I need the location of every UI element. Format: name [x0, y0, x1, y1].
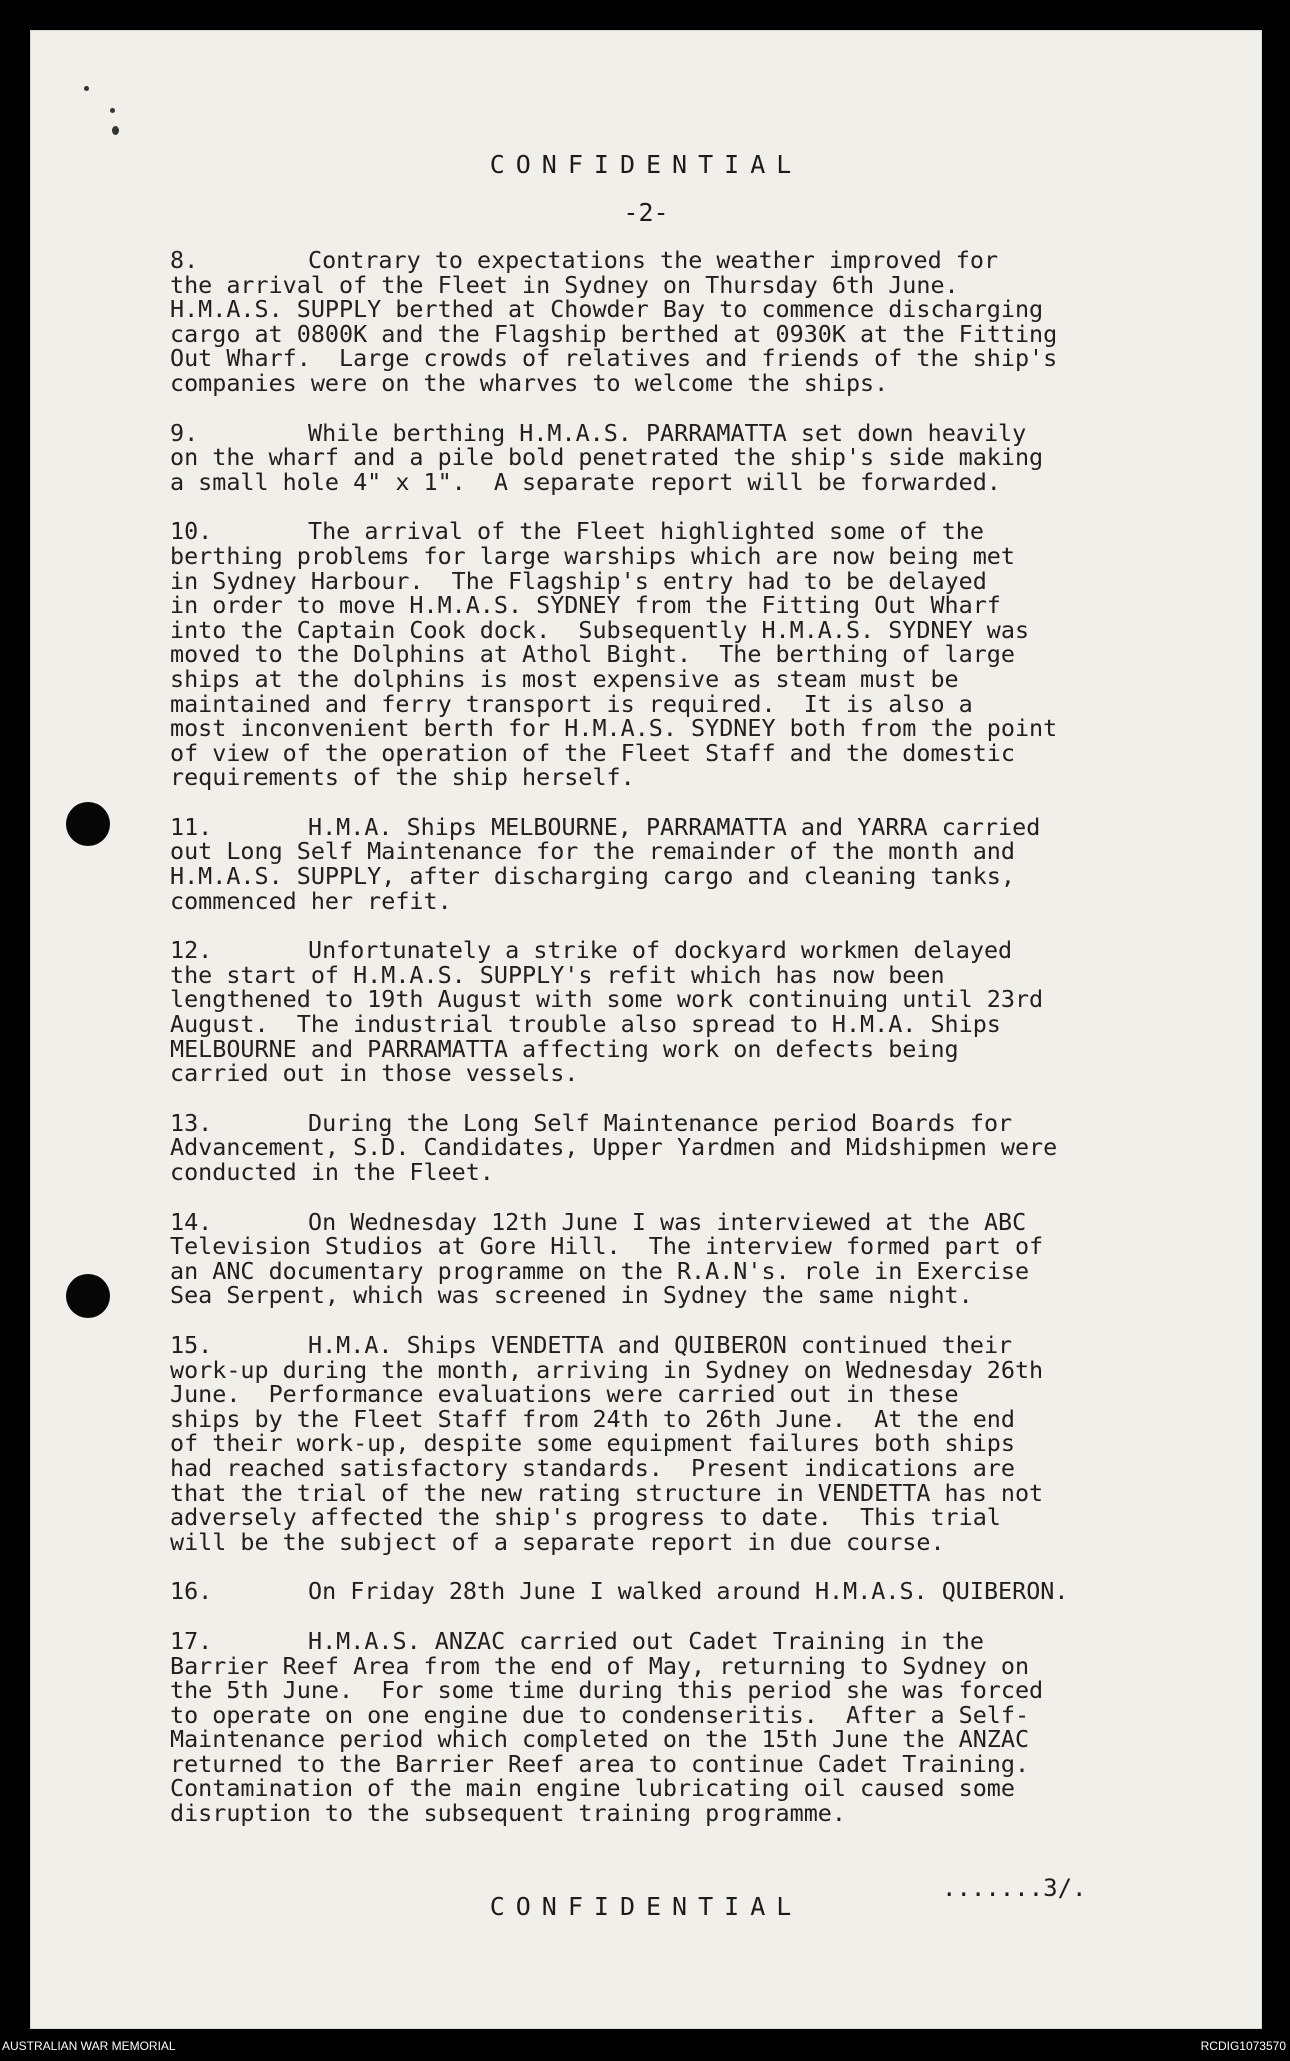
paragraph-line — [170, 1108, 1180, 1137]
paragraph-number: 8. — [170, 246, 199, 274]
paper-speck — [84, 86, 89, 91]
paragraph-number: 15. — [170, 1330, 213, 1359]
paragraph — [170, 248, 1180, 396]
paragraph-line: ships at the dolphins is most expensive as steam must be — [170, 664, 959, 693]
paragraph-number: 17. — [170, 1626, 213, 1655]
document-page — [30, 30, 1262, 2029]
paragraph-line: Contamination of the main engine lubricating oil caused some — [170, 1774, 1015, 1803]
paragraph-line: Maintenance period which completed on the 15th June the ANZAC — [170, 1725, 1030, 1754]
paragraph-line: to operate on one engine due to condenseritis. After a Self- — [170, 1700, 1030, 1729]
paragraph-line — [170, 1330, 1180, 1359]
paragraph-line — [170, 418, 1180, 447]
paragraph-line: lengthened to 19th August with some work continuing until 23rd — [170, 985, 1044, 1014]
punch-hole-lower — [66, 1274, 110, 1318]
paragraph-text: H.M.A. Ships VENDETTA and QUIBERON continued their — [308, 1330, 1013, 1359]
paragraph-text: Contrary to expectations the weather improved for — [308, 246, 999, 274]
paragraph-line: a small hole 4" x 1". A separate report will be forwarded. — [170, 467, 1001, 496]
continuation-marker: .......3/. — [942, 1874, 1087, 1902]
punch-hole-upper — [66, 802, 110, 846]
archive-credit: AUSTRALIAN WAR MEMORIAL — [2, 2039, 176, 2053]
document-body — [170, 248, 1180, 1851]
paragraph-line — [170, 812, 1180, 841]
paper-speck — [110, 108, 115, 113]
paragraph-text: The arrival of the Fleet highlighted some of the — [308, 517, 984, 546]
paragraph-line: returned to the Barrier Reef area to continue Cadet Training. — [170, 1749, 1030, 1778]
paragraph-text: On Friday 28th June I walked around H.M.A.S. QUIBERON. — [308, 1577, 1069, 1606]
paragraph-line: the 5th June. For some time during this period she was forced — [170, 1676, 1044, 1705]
paragraph-line: in order to move H.M.A.S. SYDNEY from the Fitting Out Wharf — [170, 591, 1001, 620]
paragraph-number: 11. — [170, 812, 213, 841]
paragraph-line: Sea Serpent, which was screened in Sydney the same night. — [170, 1281, 973, 1310]
paragraph-line: adversely affected the ship's progress to date. This trial — [170, 1503, 1001, 1532]
paragraph-line: ships by the Fleet Staff from 24th to 26th June. At the end — [170, 1404, 1015, 1433]
paragraph-line: H.M.A.S. SUPPLY, after discharging cargo and cleaning tanks, — [170, 862, 1015, 891]
paragraph-text: While berthing H.M.A.S. PARRAMATTA set down heavily — [308, 418, 1027, 447]
paragraph-number: 10. — [170, 517, 213, 546]
paragraph-line — [170, 938, 1180, 963]
paragraph-line: Advancement, S.D. Candidates, Upper Yardmen and Midshipmen were — [170, 1133, 1058, 1162]
paragraph-line: that the trial of the new rating structure in VENDETTA has not — [170, 1478, 1044, 1507]
paragraph-line: in Sydney Harbour. The Flagship's entry had to be delayed — [170, 566, 987, 595]
paragraph-number: 13. — [170, 1108, 213, 1137]
paragraph — [170, 1207, 1180, 1310]
paragraph-line: the arrival of the Fleet in Sydney on Thursday 6th June. — [170, 270, 959, 299]
paragraph-line: berthing problems for large warships which are now being met — [170, 541, 1015, 570]
paragraph-text: H.M.A.S. ANZAC carried out Cadet Training in the — [308, 1626, 984, 1655]
paragraph-number: 9. — [170, 418, 199, 447]
paragraph-line — [170, 1579, 1180, 1604]
paragraph-number: 12. — [170, 936, 213, 965]
paragraph-line: out Long Self Maintenance for the remainder of the month and — [170, 837, 1015, 866]
paragraph-line: disruption to the subsequent training programme. — [170, 1799, 846, 1828]
paragraph-line — [170, 1626, 1180, 1655]
paragraph-line: maintained and ferry transport is required. It is also a — [170, 689, 973, 718]
paragraph-line: requirements of the ship herself. — [170, 763, 635, 792]
paragraph — [170, 938, 1180, 1086]
paragraph-line: on the wharf and a pile bold penetrated the ship's side making — [170, 443, 1044, 472]
paragraph-line: moved to the Dolphins at Athol Bight. The berthing of large — [170, 640, 1015, 669]
archive-footer-bar — [0, 2031, 1290, 2061]
paragraph — [170, 418, 1180, 496]
paragraph — [170, 1108, 1180, 1186]
paragraph-line: Out Wharf. Large crowds of relatives and friends of the ship's — [170, 344, 1058, 373]
paragraph-line: an ANC documentary programme on the R.A.N's. role in Exercise — [170, 1256, 1030, 1285]
paragraph-line: of view of the operation of the Fleet Staff and the domestic — [170, 738, 1015, 767]
paragraph-line: June. Performance evaluations were carried out in these — [170, 1380, 959, 1409]
confidential-header: CONFIDENTIAL — [489, 150, 803, 179]
paragraph-line: had reached satisfactory standards. Present indications are — [170, 1453, 1015, 1482]
paragraph-line: H.M.A.S. SUPPLY berthed at Chowder Bay to commence discharging — [170, 295, 1044, 324]
paragraph-number: 14. — [170, 1207, 213, 1236]
paragraph — [170, 1330, 1180, 1556]
page-number: -2- — [623, 198, 669, 227]
paragraph — [170, 519, 1180, 790]
paragraph-line: August. The industrial trouble also spread to H.M.A. Ships — [170, 1010, 1001, 1039]
paragraph-line — [170, 1207, 1180, 1236]
paragraph-line: most inconvenient berth for H.M.A.S. SYDNEY both from the point — [170, 714, 1058, 743]
archive-reference: RCDIG1073570 — [1200, 2039, 1286, 2053]
paragraph-line — [170, 519, 1180, 544]
confidential-footer: CONFIDENTIAL — [489, 1892, 803, 1921]
paragraph — [170, 1626, 1180, 1828]
paragraph — [170, 1579, 1180, 1604]
paragraph-number: 16. — [170, 1577, 213, 1606]
paragraph-text: H.M.A. Ships MELBOURNE, PARRAMATTA and YARRA carried — [308, 812, 1041, 841]
paragraph-line: cargo at 0800K and the Flagship berthed at 0930K at the Fitting — [170, 319, 1058, 348]
paper-speck — [112, 126, 119, 135]
paragraph-text: On Wednesday 12th June I was interviewed at the ABC — [308, 1207, 1027, 1236]
paragraph-text: During the Long Self Maintenance period Boards for — [308, 1108, 1013, 1137]
paragraph-line: carried out in those vessels. — [170, 1059, 579, 1088]
paragraph-line — [170, 248, 1180, 273]
paragraph-line: MELBOURNE and PARRAMATTA affecting work on defects being — [170, 1034, 959, 1063]
paragraph-line: into the Captain Cook dock. Subsequently H.M.A.S. SYDNEY was — [170, 615, 1030, 644]
paragraph-line: Television Studios at Gore Hill. The interview formed part of — [170, 1232, 1044, 1261]
paragraph-line: the start of H.M.A.S. SUPPLY's refit which has now been — [170, 960, 945, 989]
paragraph-line: commenced her refit. — [170, 886, 452, 915]
paragraph-line: of their work-up, despite some equipment failures both ships — [170, 1429, 1015, 1458]
paragraph — [170, 812, 1180, 915]
paragraph-line: work-up during the month, arriving in Sydney on Wednesday 26th — [170, 1355, 1044, 1384]
paragraph-line: will be the subject of a separate report in due course. — [170, 1527, 945, 1556]
paragraph-line: companies were on the wharves to welcome the ships. — [170, 368, 889, 397]
paragraph-line: conducted in the Fleet. — [170, 1158, 494, 1186]
paragraph-text: Unfortunately a strike of dockyard workmen delayed — [308, 936, 1013, 965]
paragraph-line: Barrier Reef Area from the end of May, returning to Sydney on — [170, 1651, 1030, 1680]
